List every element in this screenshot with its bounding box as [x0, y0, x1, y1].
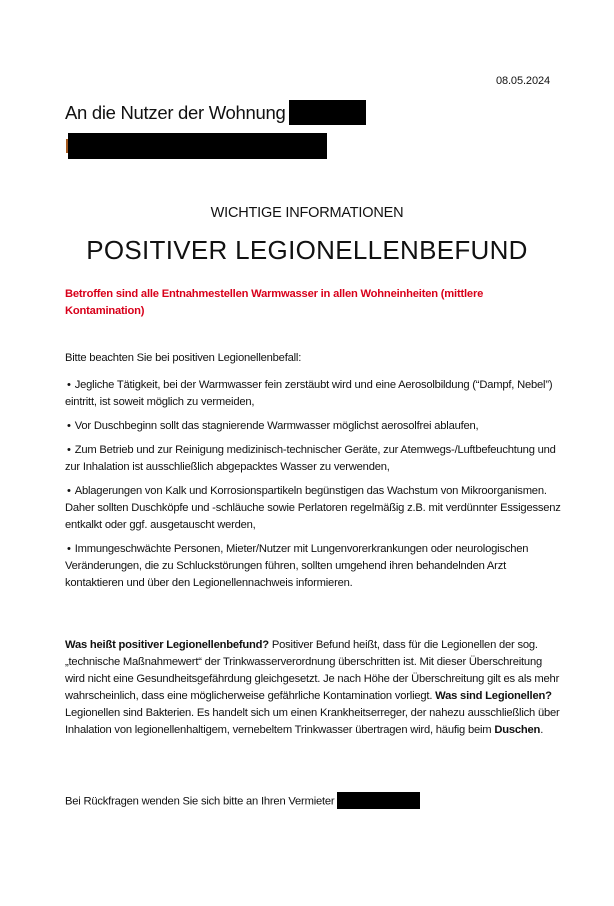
explanation-paragraph	[65, 637, 563, 739]
addressee-text: An die Nutzer der Wohnung	[65, 102, 286, 123]
list-item-text: Ablagerungen von Kalk und Korrosionspartikeln begünstigen das Wachstum von Mikroorganismen. Daher sollten Duschköpfe und -schläuche sowie Perlatoren regelmäßig z.B. mit verdünnter Essigessenz entkalkt oder ggf. ausgetauscht werden,	[65, 485, 561, 531]
page-title: POSITIVER LEGIONELLENBEFUND	[86, 235, 528, 265]
list-item	[65, 483, 563, 534]
sentence-end: .	[540, 724, 544, 736]
address-line	[66, 133, 327, 159]
bullet-icon: •	[67, 379, 71, 391]
list-item-text: Jegliche Tätigkeit, bei der Warmwasser fein zerstäubt wird und eine Aerosolbildung (“Dampf, Nebel”) eintritt, ist soweit möglich zu vermeiden,	[65, 379, 553, 408]
affected-notice: Betroffen sind alle Entnahmestellen Warmwasser in allen Wohneinheiten (mittlere Kontamination)	[65, 288, 484, 317]
redacted-address	[68, 133, 327, 159]
question-what-are-legionella: Was sind Legionellen?	[435, 690, 552, 702]
redacted-apartment-number	[289, 100, 366, 125]
intro-text: Bitte beachten Sie bei positiven Legionellenbefall:	[65, 352, 302, 364]
list-item	[65, 377, 563, 411]
bullet-icon: •	[67, 444, 71, 456]
answer-positive-finding: Positiver Befund heißt, dass für die Legionellen der sog. „technische Maßnahmewert“ der Trinkwasserverordnung überschritten ist. Mit dieser Überschreitung wird nicht eine Gesundheitsgefährdung gleichgesetzt. Je nach Höhe der Überschreitung gilt es als mehr wahrscheinlich, dass eine möglicherweise gefährliche Kontamination vorliegt.	[65, 639, 560, 702]
bullet-icon: •	[67, 485, 71, 497]
list-item-text: Immungeschwächte Personen, Mieter/Nutzer mit Lungenvorerkrankungen oder neurologischen Veränderungen, die zu Schluckstörungen führen, sollten umgehend ihren behandelnden Arzt kontaktieren und über den Legionellennachweis informieren.	[65, 543, 529, 589]
addressee-line	[65, 100, 366, 127]
letter-date: 08.05.2024	[495, 75, 550, 87]
redacted-landlord-name	[337, 792, 420, 809]
question-positive-finding: Was heißt positiver Legionellenbefund?	[65, 639, 269, 651]
contact-text: Bei Rückfragen wenden Sie sich bitte an Ihren Vermieter	[65, 795, 335, 808]
bullet-icon: •	[67, 543, 71, 555]
advice-list	[65, 377, 563, 599]
contact-line	[65, 793, 420, 810]
bullet-icon: •	[67, 420, 71, 432]
list-item	[65, 442, 563, 476]
list-item	[65, 418, 563, 435]
emphasis-showering: Duschen	[494, 724, 541, 736]
list-item	[65, 541, 563, 592]
answer-what-are-legionella: Legionellen sind Bakterien. Es handelt sich um einen Krankheitserreger, der nahezu ausschließlich über Inhalation von legionellenhaltigem, vernebeltem Trinkwasser übertragen wird, häufig beim	[65, 707, 560, 736]
list-item-text: Zum Betrieb und zur Reinigung medizinisch-technischer Geräte, zur Atemwegs-/Luftbefeuchtung und zur Inhalation ist ausschließlich abgepacktes Wasser zu verwenden,	[65, 444, 556, 473]
subtitle: WICHTIGE INFORMATIONEN	[210, 205, 404, 221]
list-item-text: Vor Duschbeginn sollt das stagnierende Warmwasser möglichst aerosolfrei ablaufen,	[74, 420, 479, 432]
